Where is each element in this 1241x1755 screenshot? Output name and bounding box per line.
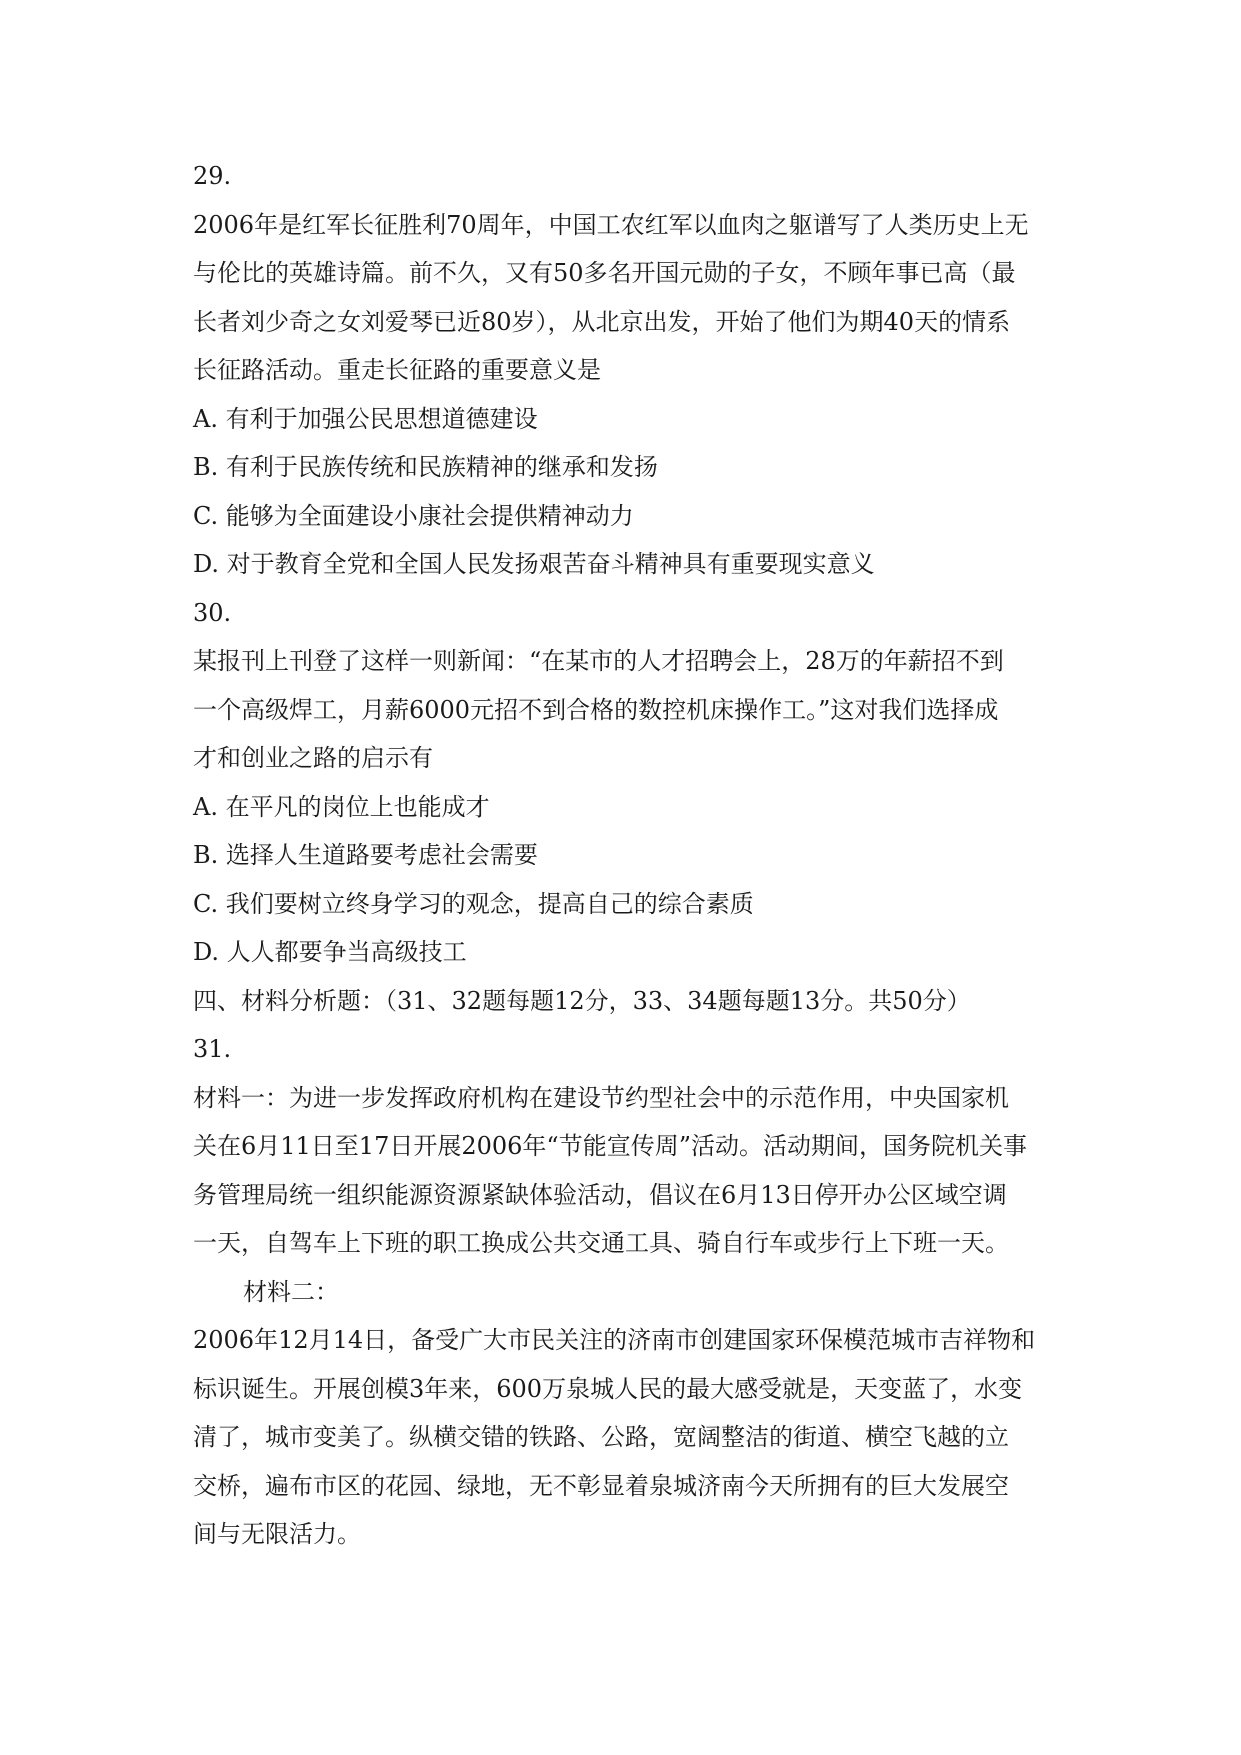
material-1-line: 一天，自驾车上下班的职工换成公共交通工具、骑自行车或步行上下班一天。 (193, 1229, 1009, 1257)
question-30-option-b: B. 选择人生道路要考虑社会需要 (193, 841, 538, 869)
question-31-number: 31. (193, 1035, 232, 1063)
question-30-option-d: D. 人人都要争当高级技工 (193, 938, 467, 966)
material-1-line: 务管理局统一组织能源资源紧缺体验活动，倡议在6月13日停开办公区域空调 (193, 1180, 1007, 1209)
material-2-line: 标识诞生。开展创模3年来，600万泉城人民的最大感受就是，天变蓝了，水变 (193, 1374, 1023, 1403)
question-29-option-c: C. 能够为全面建设小康社会提供精神动力 (193, 501, 634, 530)
question-30-stem-line: 一个高级焊工，月薪6000元招不到合格的数控机床操作工。”这对我们选择成 (193, 695, 999, 724)
question-29-stem-line: 长征路活动。重走长征路的重要意义是 (193, 356, 601, 384)
material-1-line: 材料一：为进一步发挥政府机构在建设节约型社会中的示范作用，中央国家机 (193, 1083, 1009, 1112)
material-2-line: 清了，城市变美了。纵横交错的铁路、公路，宽阔整洁的街道、横空飞越的立 (193, 1423, 1009, 1451)
question-29-stem-line: 2006年是红军长征胜利70周年，中国工农红军以血肉之躯谱写了人类历史上无 (193, 210, 1029, 239)
question-29-stem-line: 长者刘少奇之女刘爱琴已近80岁），从北京出发，开始了他们为期40天的情系 (193, 307, 1011, 336)
question-29-option-a: A. 有利于加强公民思想道德建设 (193, 404, 538, 433)
material-1-line: 关在6月11日至17日开展2006年“节能宣传周”活动。活动期间，国务院机关事 (193, 1132, 1027, 1160)
material-2-line: 2006年12月14日，备受广大市民关注的济南市创建国家环保模范城市吉祥物和 (193, 1326, 1036, 1354)
question-29-option-d: D. 对于教育全党和全国人民发扬艰苦奋斗精神具有重要现实意义 (193, 550, 875, 578)
question-30-option-a: A. 在平凡的岗位上也能成才 (193, 792, 490, 821)
question-30-stem-line: 才和创业之路的启示有 (193, 744, 433, 772)
question-30-stem-line: 某报刊上刊登了这样一则新闻：“在某市的人才招聘会上，28万的年薪招不到 (193, 647, 1004, 675)
question-30-number: 30. (193, 598, 232, 627)
document-body (193, 152, 1053, 1559)
question-29-stem-line: 与伦比的英雄诗篇。前不久，又有50多名开国元勋的子女，不顾年事已高（最 (193, 259, 1016, 287)
section-heading: 四、材料分析题：（31、32题每题12分，33、34题每题13分。共50分） (193, 986, 971, 1015)
material-2-label: 材料二： (243, 1277, 339, 1306)
material-2-line: 间与无限活力。 (193, 1520, 361, 1548)
material-2-line: 交桥，遍布市区的花园、绿地，无不彰显着泉城济南今天所拥有的巨大发展空 (193, 1471, 1009, 1500)
question-30-option-c: C. 我们要树立终身学习的观念，提高自己的综合素质 (193, 889, 754, 918)
question-29-number: 29. (193, 162, 232, 190)
question-29-option-b: B. 有利于民族传统和民族精神的继承和发扬 (193, 453, 658, 481)
